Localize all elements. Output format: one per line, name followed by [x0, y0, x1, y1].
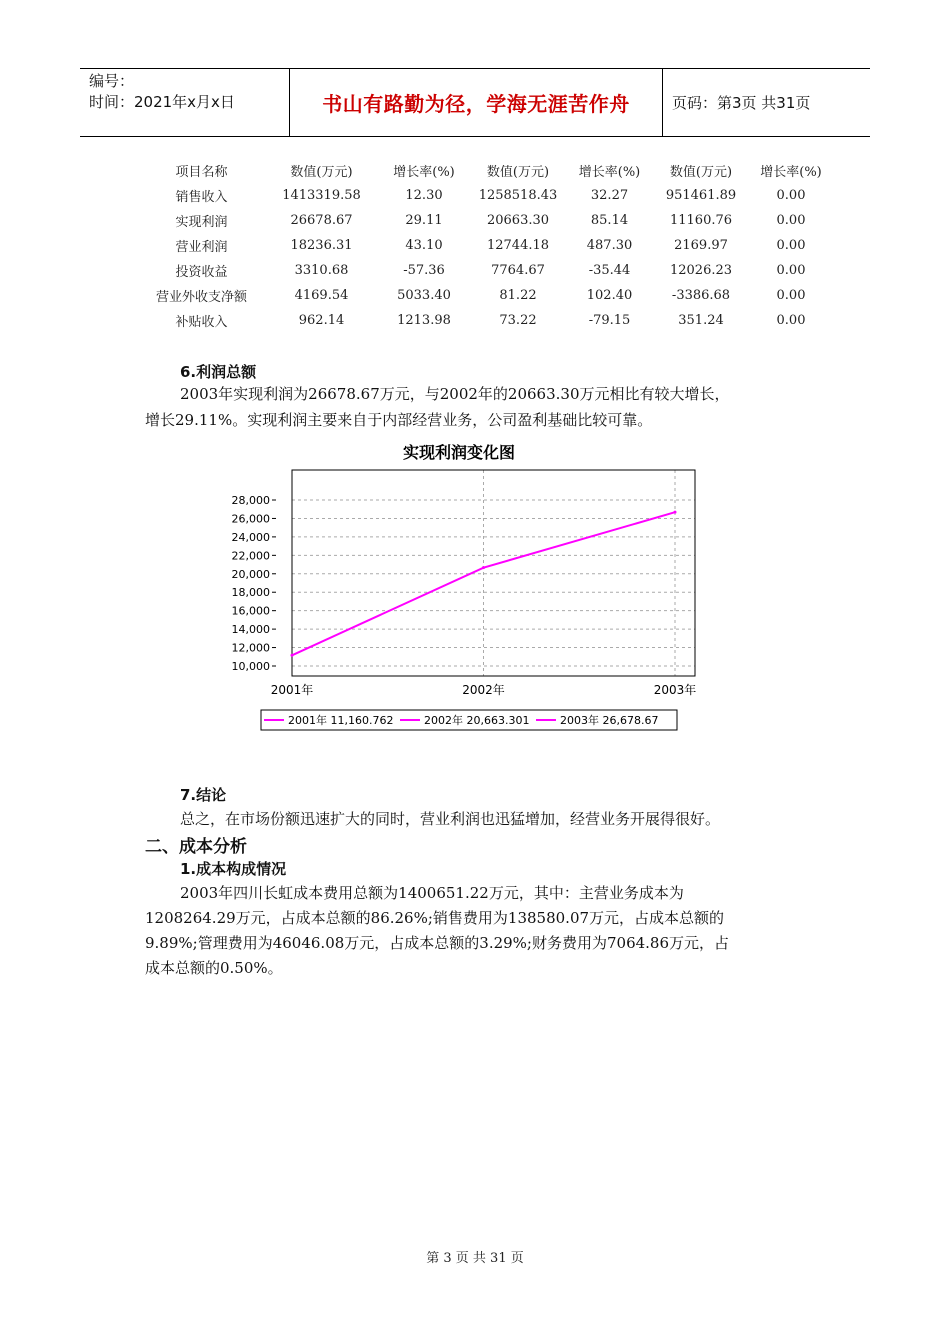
data-point [674, 511, 677, 514]
table-row [140, 283, 831, 308]
table-cell: 29.11 [405, 213, 443, 228]
data-point [291, 654, 294, 657]
table-cell: 85.14 [590, 213, 629, 228]
table-header-cell: 数值(万元) [486, 165, 550, 180]
x-axis [271, 682, 697, 697]
header-page-number: 页码：第3页 共31页 [672, 94, 811, 112]
table-header-cell: 增长率(%) [578, 165, 641, 180]
table-cell: 11160.76 [669, 213, 733, 228]
page-header [80, 68, 870, 137]
legend-label: 2001年 11,160.762 [288, 714, 394, 727]
paragraph-line: 总之，在市场份额迅速扩大的同时，营业利润也迅猛增加，经营业务开展得很好。 [180, 810, 721, 828]
table-row [140, 183, 831, 208]
table-cell: 0.00 [776, 188, 806, 203]
table-cell: 43.10 [405, 238, 443, 253]
table-cell: 26678.67 [290, 213, 353, 228]
plot-frame [292, 470, 695, 676]
page-footer: 第 3 页 共 31 页 [426, 1251, 524, 1266]
table-cell: 73.22 [499, 313, 537, 328]
document-number: 编号： [89, 72, 135, 90]
chart-grid [292, 470, 695, 676]
paragraph-line: 2003年实现利润为26678.67万元，与2002年的20663.30万元相比有较大增长， [180, 385, 730, 403]
table-cell: 3310.68 [294, 263, 349, 278]
table-cell: 102.40 [586, 288, 633, 303]
table-cell: 1213.98 [397, 313, 451, 328]
table-cell: 0.00 [776, 288, 806, 303]
y-tick-label: 22,000 [231, 549, 270, 563]
table-header-cell: 增长率(%) [393, 165, 455, 180]
table-header-cell: 增长率(%) [760, 165, 822, 180]
paragraph-line: 增长29.11%。实现利润主要来自于内部经营业务，公司盈利基础比较可靠。 [145, 411, 653, 429]
chart-title: 实现利润变化图 [402, 443, 516, 462]
paragraph-line: 2003年四川长虹成本费用总额为1400651.22万元，其中：主营业务成本为 [180, 884, 684, 902]
paragraph-line: 成本总额的0.50%。 [145, 959, 283, 977]
table-row [140, 233, 831, 258]
header-motto: 书山有路勤为径，学海无涯苦作舟 [290, 69, 663, 136]
table-cell: 投资收益 [175, 265, 228, 280]
table-cell: -35.44 [588, 263, 631, 278]
y-tick-label: 28,000 [231, 494, 270, 507]
x-tick-label: 2003年 [653, 683, 697, 697]
y-tick-label: 14,000 [231, 623, 270, 637]
x-tick-label: 2001年 [270, 683, 314, 697]
table-cell: 0.00 [776, 263, 806, 278]
legend-label: 2002年 20,663.301 [424, 714, 530, 727]
table-cell: 20663.30 [486, 213, 550, 228]
table-row [140, 258, 831, 283]
table-header-cell: 项目名称 [175, 165, 228, 180]
table-cell: 32.27 [590, 188, 629, 203]
part-heading: 二、成本分析 [145, 837, 247, 857]
paragraph-line: 9.89%;管理费用为46046.08万元，占成本总额的3.29%;财务费用为7064.86万元，占 [145, 934, 730, 952]
chart-legend [261, 710, 677, 730]
header-meta [80, 69, 290, 136]
financial-table [140, 158, 831, 333]
table-cell: 0.00 [776, 313, 806, 328]
y-axis [232, 494, 277, 673]
table-cell: 2169.97 [674, 238, 728, 253]
table-cell: 4169.54 [294, 288, 349, 303]
y-tick-label: 24,000 [231, 530, 270, 544]
legend-label: 2003年 26,678.67 [560, 714, 659, 727]
profit-line-chart [200, 438, 720, 738]
table-cell: 12744.18 [486, 238, 550, 253]
table-cell: -57.36 [403, 263, 445, 278]
table-cell: 0.00 [776, 213, 806, 228]
y-tick-label: 10,000 [231, 660, 270, 673]
y-tick-label: 12,000 [231, 641, 270, 655]
table-cell: 351.24 [678, 313, 724, 328]
table-cell: 12026.23 [669, 263, 733, 278]
table-cell: 7764.67 [491, 263, 545, 278]
y-tick-label: 16,000 [231, 604, 270, 618]
table-cell: 实现利润 [175, 215, 228, 230]
table-row [140, 208, 831, 233]
table-cell: 1258518.43 [478, 188, 558, 203]
y-tick-label: 26,000 [231, 512, 270, 526]
table-cell: 1413319.58 [282, 188, 361, 203]
data-point [482, 566, 485, 569]
table-cell: 487.30 [586, 238, 633, 253]
table-header-cell: 数值(万元) [290, 165, 353, 180]
table-cell: 补贴收入 [175, 315, 228, 330]
table-cell: 0.00 [776, 238, 806, 253]
y-tick-label: 20,000 [231, 567, 270, 581]
table-cell: 951461.89 [665, 188, 737, 203]
table-cell: 5033.40 [397, 288, 451, 303]
table-cell: 18236.31 [290, 238, 353, 253]
table-row [140, 308, 831, 333]
x-tick-label: 2002年 [462, 683, 505, 697]
section-heading: 1.成本构成情况 [180, 860, 287, 878]
document-date: 时间：2021年x月x日 [89, 93, 235, 111]
y-tick-label: 18,000 [231, 586, 270, 600]
table-cell: -79.15 [588, 313, 631, 328]
table-cell: 81.22 [499, 288, 537, 303]
table-cell: 销售收入 [175, 190, 228, 205]
table-cell: 962.14 [298, 313, 345, 328]
table-header-cell: 数值(万元) [669, 165, 733, 180]
section-heading: 7.结论 [180, 786, 227, 804]
table-cell: 营业外收支净额 [155, 290, 247, 305]
table-cell: 12.30 [405, 188, 443, 203]
table-cell: -3386.68 [671, 288, 731, 303]
section-heading: 6.利润总额 [180, 363, 257, 381]
table-header-row [140, 158, 831, 183]
table-cell: 营业利润 [175, 240, 228, 255]
paragraph-line: 1208264.29万元，占成本总额的86.26%;销售费用为138580.07万元，占成本总额的 [145, 909, 725, 927]
